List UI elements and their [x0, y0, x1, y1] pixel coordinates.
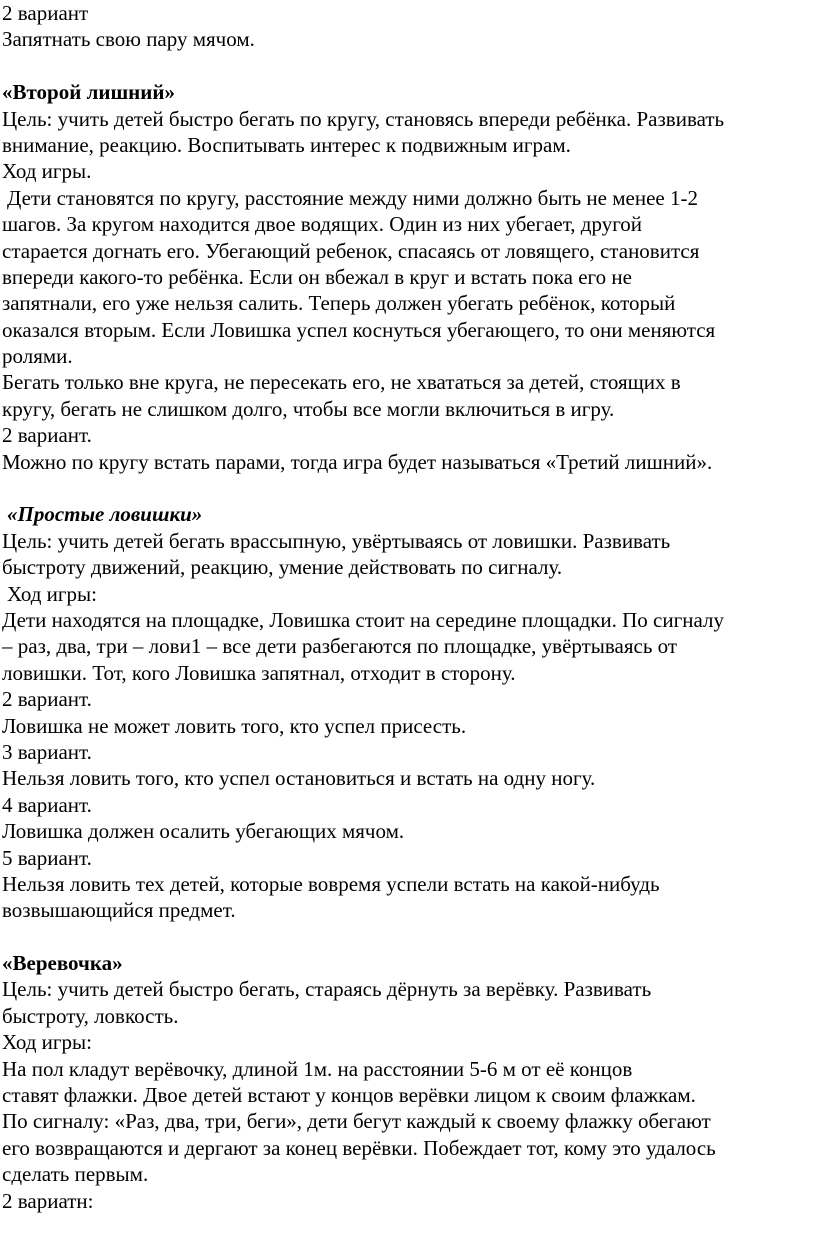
- text-line: кругу, бегать не слишком долго, чтобы все могли включиться в игру.: [2, 396, 615, 421]
- text-line: 3 вариант.: [2, 739, 92, 764]
- text-line: Можно по кругу встать парами, тогда игра будет называться «Третий лишний».: [2, 449, 713, 474]
- text-line: Ход игры:: [2, 1030, 92, 1055]
- text-line: Нельзя ловить тех детей, которые вовремя успели встать на какой-нибудь: [2, 871, 660, 896]
- text-line: ставят флажки. Двое детей встают у концов верёвки лицом к своим флажкам.: [2, 1083, 696, 1108]
- text-line: его возвращаются и дергают за конец верёвки. Побеждает тот, кому это удалось: [2, 1135, 716, 1160]
- text-line: Ход игры:: [7, 581, 97, 606]
- text-line: Дети находятся на площадке, Ловишка стоит на середине площадки. По сигналу: [2, 607, 724, 632]
- text-line: ловишки. Тот, кого Ловишка запятнал, отходит в сторону.: [2, 660, 516, 685]
- text-line: ролями.: [2, 344, 73, 369]
- text-line: 4 вариант.: [2, 792, 92, 817]
- text-line: Цель: учить детей быстро бегать по кругу, становясь впереди ребёнка. Развивать: [2, 106, 725, 131]
- document-page: [2, 0, 814, 1214]
- text-line: быстроту, ловкость.: [2, 1003, 179, 1028]
- text-line: оказался вторым. Если Ловишка успел коснуться убегающего, то они меняются: [2, 317, 716, 342]
- blank-line: [2, 475, 814, 501]
- text-line: Цель: учить детей бегать врассыпную, увёртываясь от ловишки. Развивать: [2, 528, 671, 553]
- section-heading: «Простые ловишки»: [7, 502, 203, 527]
- text-line: Ход игры.: [2, 159, 92, 184]
- section-heading: «Второй лишний»: [2, 80, 175, 105]
- section-heading: «Веревочка»: [2, 951, 123, 976]
- text-line: На пол кладут верёвочку, длиной 1м. на расстоянии 5-6 м от её концов: [2, 1056, 633, 1081]
- text-line: По сигналу: «Раз, два, три, беги», дети бегут каждый к своему флажку обегают: [2, 1109, 711, 1134]
- text-line: Бегать только вне круга, не пересекать его, не хвататься за детей, стоящих в: [2, 370, 681, 395]
- text-line: 2 вариант: [2, 1, 89, 25]
- text-line: сделать первым.: [2, 1162, 149, 1187]
- text-line: – раз, два, три – лови1 – все дети разбегаются по площадке, увёртываясь от: [2, 634, 678, 659]
- text-line: 5 вариант.: [2, 845, 92, 870]
- text-line: быстроту движений, реакцию, умение действовать по сигналу.: [2, 555, 563, 580]
- text-line: старается догнать его. Убегающий ребенок, спасаясь от ловящего, становится: [2, 238, 700, 263]
- text-line: 2 вариант.: [2, 687, 92, 712]
- text-line: Дети становятся по кругу, расстояние между ними должно быть не менее 1-2: [7, 185, 698, 210]
- blank-line: [2, 53, 814, 79]
- text-line: 2 вариант.: [2, 423, 92, 448]
- text-line: Нельзя ловить того, кто успел остановиться и встать на одну ногу.: [2, 766, 596, 791]
- text-line: запятнали, его уже нельзя салить. Теперь должен убегать ребёнок, который: [2, 291, 676, 316]
- text-line: шагов. За кругом находится двое водящих. Один из них убегает, другой: [2, 212, 643, 237]
- blank-line: [2, 924, 814, 950]
- text-line: Запятнать свою пару мячом.: [2, 27, 255, 52]
- text-line: внимание, реакцию. Воспитывать интерес к подвижным играм.: [2, 132, 571, 157]
- text-line: Ловишка должен осалить убегающих мячом.: [2, 819, 405, 844]
- text-line: Цель: учить детей быстро бегать, стараясь дёрнуть за верёвку. Развивать: [2, 977, 652, 1002]
- text-line: Ловишка не может ловить того, кто успел присесть.: [2, 713, 467, 738]
- text-line: 2 вариатн:: [2, 1188, 94, 1213]
- text-line: возвышающийся предмет.: [2, 898, 236, 923]
- text-line: впереди какого-то ребёнка. Если он вбежал в круг и встать пока его не: [2, 264, 632, 289]
